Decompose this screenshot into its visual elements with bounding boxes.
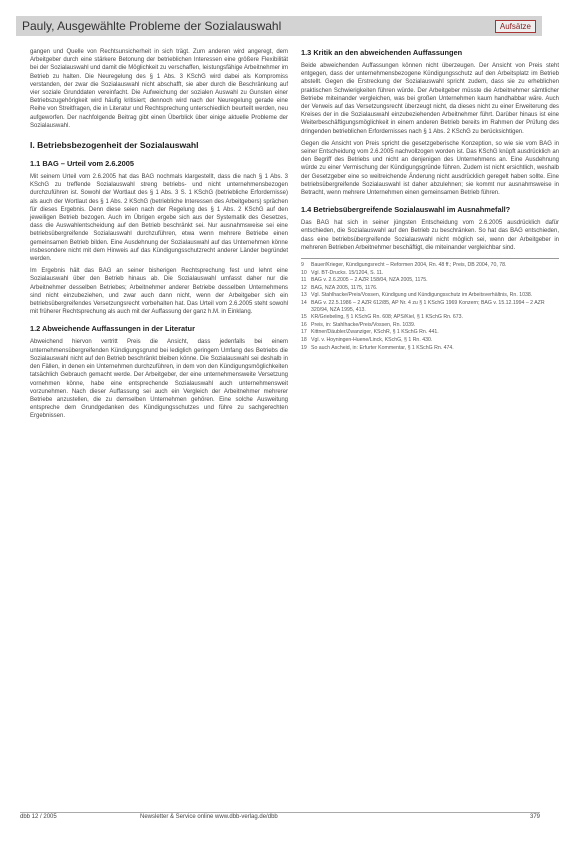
paragraph-1: Mit seinem Urteil vom 2.6.2005 hat das BAG nochmals klargestellt, dass die nach § 1 Abs. 3 KSchG zu treffende Sozialauswahl streng betriebs- und nicht unternehmensbezogen durchzuführen ist. Sowohl der Wortlaut des § 1 Abs. 3 S. 1 KSchG (betriebliche Erfordernisse) als auch der Wortlaut des § 1 Abs. 2 KSchG (betriebliche Interessen des Arbeitgebers) sprächen für dieses Ergebnis. Denn diese seien nach der Regelung des § 1 Abs. 2 KSchG auf den jeweiligen Betrieb bezogen. Auch im Übrigen ergebe sich aus der Systematik des Gesetzes, dass die Auswahlentscheidung auf den Betrieb beschränkt sei. Nur ausnahmsweise sei eine betriebsübergreifende Sozialauswahl durchzuführen, etwa wenn mehrere Betriebe einen gemeinsamen Betrieb bilden. Eine Ausdehnung der Sozialauswahl auf das Unternehmen könne insbesondere nicht mit dem Hinweis auf das Kündigungsschutzrecht anderer Länder begründet werden.: [30, 174, 288, 263]
subsection-heading-1-1: 1.1 BAG – Urteil vom 2.6.2005: [30, 159, 134, 169]
footnote-text: Kittner/Däubler/Zwanziger, KSchR, § 1 KSchG Rn. 441.: [311, 329, 439, 336]
footnote-number: 12: [301, 284, 307, 291]
footnote: [301, 277, 559, 284]
footnote-number: 16: [301, 321, 307, 328]
footnotes: [301, 258, 559, 351]
footnote-number: 9: [301, 262, 304, 269]
footnote-text: Vgl. Stahlhacke/Preis/Vossen, Kündigung und Kündigungsschutz im Arbeitsverhältnis, Rn. 1038.: [311, 292, 533, 299]
paragraph-6: Das BAG hat sich in seiner jüngsten Entscheidung vom 2.6.2005 ausdrücklich dafür entschieden, die Sozialauswahl auf den Betrieb zu beschränken. So hat das BAG entschieden, dass eine betriebsübergreifende Sozialauswahl nicht möglich sei, wenn der Arbeitgeber in mehreren Betrieben Arbeitnehmer beschäftigt, die miteinander vergleichbar sind.: [301, 220, 559, 251]
footnote: [301, 314, 559, 321]
footnote: [301, 292, 559, 299]
left-column: [30, 48, 288, 425]
footnote-text: KR/Griebeling, § 1 KSchG Rn. 608; APS/Kiel, § 1 KSchG Rn. 673.: [311, 314, 463, 321]
footnote-text: Preis, in: Stahlhacke/Preis/Vossen, Rn. 1039.: [311, 321, 416, 328]
footnote: [301, 345, 559, 352]
footnote-number: 10: [301, 269, 307, 276]
footer-issue: dbb 12 / 2005: [20, 814, 57, 820]
footnote-text: BAG, NZA 2005, 1175, 1176.: [311, 284, 378, 291]
footnote-number: 13: [301, 292, 307, 299]
footnote: [301, 270, 559, 277]
footnote: [301, 322, 559, 329]
footnote-text: So auch Ascheid, in: Erfurter Kommentar, § 1 KSchG Rn. 474.: [311, 344, 454, 351]
section-badge: Aufsätze: [495, 20, 536, 33]
page-footer: [20, 812, 540, 826]
footnote-text: BAG v. 2.6.2005 – 2 AZR 158/04, NZA 2005, 1175.: [311, 277, 428, 284]
footnote-text: Bauer/Krieger, Kündigungsrecht – Reformen 2004, Rn. 48 ff.; Preis, DB 2004, 70, 78.: [311, 262, 507, 269]
page-header: [16, 16, 542, 36]
footnote: [301, 337, 559, 344]
paragraph-5: Gegen die Ansicht von Preis spricht die gesetzgeberische Konzeption, so wie sie vom BAG in seiner Entscheidung vom 2.6.2005 nachvollzogen worden ist. Das KSchG knüpft ausdrücklich an den Begriff des Betriebs und nicht an denjenigen des Unternehmens an. Eine Ausdehnung würde zu einer Vermischung der Kündigungsgründe führen. Zudem ist nicht ersichtlich, weshalb der Gesetzgeber eine so weitreichende Änderung nicht ausdrücklich geregelt haben sollte. Eine betriebsübergreifende Sozialauswahl ist daher abzulehnen; sie kommt nur ausnahmsweise in Betracht, wenn mehrere Unternehmen einen gemeinsamen Betrieb führen.: [301, 140, 559, 197]
intro-paragraph: gangen und Quelle von Rechtsunsicherheit in sich trägt. Zum anderen wird angeregt, dem Arbeitgeber durch eine stärkere Betonung der betrieblichen Interessen eine größere Flexibilität bei der Sozialauswahl und damit die Möglichkeit zu verschaffen, leistungsfähige Arbeitnehmer im Betrieb zu halten. Die Neuregelung des § 1 Abs. 3 KSchG wird dabei als Kompromiss verstanden, der zwar die Sozialauswahl nicht abschafft, sie aber durch die Beschränkung auf vier soziale Grunddaten vereinfacht. Die Aufweichung der sozialen Auswahl zu Gunsten einer Betriebszugehörigkeit wird häufig kritisiert; dennoch wird nach der Neuregelung gerade eine Reihe von Streitfragen, die in Literatur und Rechtsprechung unterschiedlich beurteilt werden, neu aufgeworfen. Der nachfolgende Beitrag gibt einen Überblick über einige aktuelle Probleme der Sozialauswahl.: [30, 49, 288, 129]
footnote-text: Vgl. v. Hoyningen-Huene/Linck, KSchG, § 1 Rn. 430.: [311, 337, 433, 343]
footnote: [301, 329, 559, 336]
footnote: [301, 262, 559, 269]
footnote: [301, 285, 559, 292]
footnote-number: 19: [301, 344, 307, 351]
paragraph-3: Abweichend hiervon vertritt Preis die Ansicht, dass jedenfalls bei einem unternehmensübergreifenden Kündigungsgrund bei lediglich geringem Umfang des Betriebs die Sozialauswahl nicht auf den Betrieb beschränkt bleiben könne. Die Sozialauswahl sei deshalb in den Fällen, in denen ein Unternehmen durchzuführen, in dem von den Kündigungsmöglichkeiten tatsächlich Gebrauch gemacht werde. Der Arbeitgeber, der eine unternehmensweite Versetzung vornehmen könne, habe eine entsprechende Sozialauswahl auch unternehmensweit vorzunehmen. Nach dieser Auffassung sei auch ein Vergleich der Arbeitnehmer mehrerer Betriebe anzustellen, die zu demselben Unternehmen gehören. Eine solche Ausweitung entspreche dem Grundgedanken des Kündigungsschutzes und führe zu sachgerechten Ergebnissen.: [30, 339, 288, 420]
paragraph-2: Im Ergebnis hält das BAG an seiner bisherigen Rechtsprechung fest und lehnt eine Sozialauswahl über den Betrieb hinaus ab. Die Sozialauswahl umfasst daher nur die Arbeitnehmer desselben Betriebes; Arbeitnehmer anderer Betriebe desselben Unternehmens sind nicht einzubeziehen, und zwar auch dann nicht, wenn der Arbeitgeber sich ein betriebsübergreifendes Versetzungsrecht vorbehalten hat. Das Urteil vom 2.6.2005 steht sowohl mit früherer Rechtsprechung als auch mit der Auffassung der ganz h.M. in Einklang.: [30, 268, 288, 316]
right-column: [301, 48, 559, 352]
footnote-number: 17: [301, 329, 307, 336]
subsection-heading-1-3: 1.3 Kritik an den abweichenden Auffassungen: [301, 48, 463, 57]
subsection-heading-1-2: 1.2 Abweichende Auffassungen in der Literatur: [30, 324, 195, 334]
footer-divider: [20, 812, 540, 813]
section-heading-1: I. Betriebsbezogenheit der Sozialauswahl: [30, 140, 199, 151]
footnote-number: 15: [301, 314, 307, 321]
footnote-number: 11: [301, 277, 307, 284]
subsection-heading-1-4: 1.4 Betriebsübergreifende Sozialauswahl im Ausnahmefall?: [301, 205, 511, 215]
header-title: Pauly, Ausgewählte Probleme der Sozialauswahl: [22, 19, 282, 33]
footnote-number: 18: [301, 337, 307, 343]
page-number: 379: [529, 814, 540, 820]
paragraph-4: Beide abweichenden Auffassungen können nicht überzeugen. Der Ansicht von Preis steht entgegen, dass der unternehmensbezogene Kündigungsschutz auf den Arbeitsplatz im Betrieb abstellt. Gegen die Erstreckung der Sozialauswahl spricht zudem, dass sie zu erheblichen praktischen Schwierigkeiten führen würde. Der Arbeitgeber müsste die Arbeitnehmer sämtlicher Betriebe miteinander vergleichen, was bei großen Unternehmen kaum handhabbar wäre. Auch der Verweis auf das Versetzungsrecht überzeugt nicht, da dieses nicht zu einer Erweiterung des Kreises der in die Sozialauswahl einzubeziehenden Arbeitnehmer führt. Darüber hinaus ist eine Weiterbeschäftigungsmöglichkeit in einem anderen Betrieb bereits im Rahmen der Prüfung des dringenden betrieblichen Erfordernisses nach § 1 Abs. 2 KSchG zu berücksichtigen.: [301, 63, 559, 135]
footnote-text: Vgl. BT-Drucks. 15/1204, S. 11.: [311, 269, 384, 276]
footer-link[interactable]: Newsletter & Service online www.dbb-verlag.de/dbb: [140, 814, 278, 820]
footnote-text: BAG v. 22.5.1986 – 2 AZR 612/85, AP Nr. 4 zu § 1 KSchG 1969 Konzern; BAG v. 15.12.1994 – 2 AZR 320/94, NZA 1995, 413.: [311, 300, 545, 313]
footnote-number: 14: [301, 300, 307, 307]
footnote: [301, 300, 559, 313]
